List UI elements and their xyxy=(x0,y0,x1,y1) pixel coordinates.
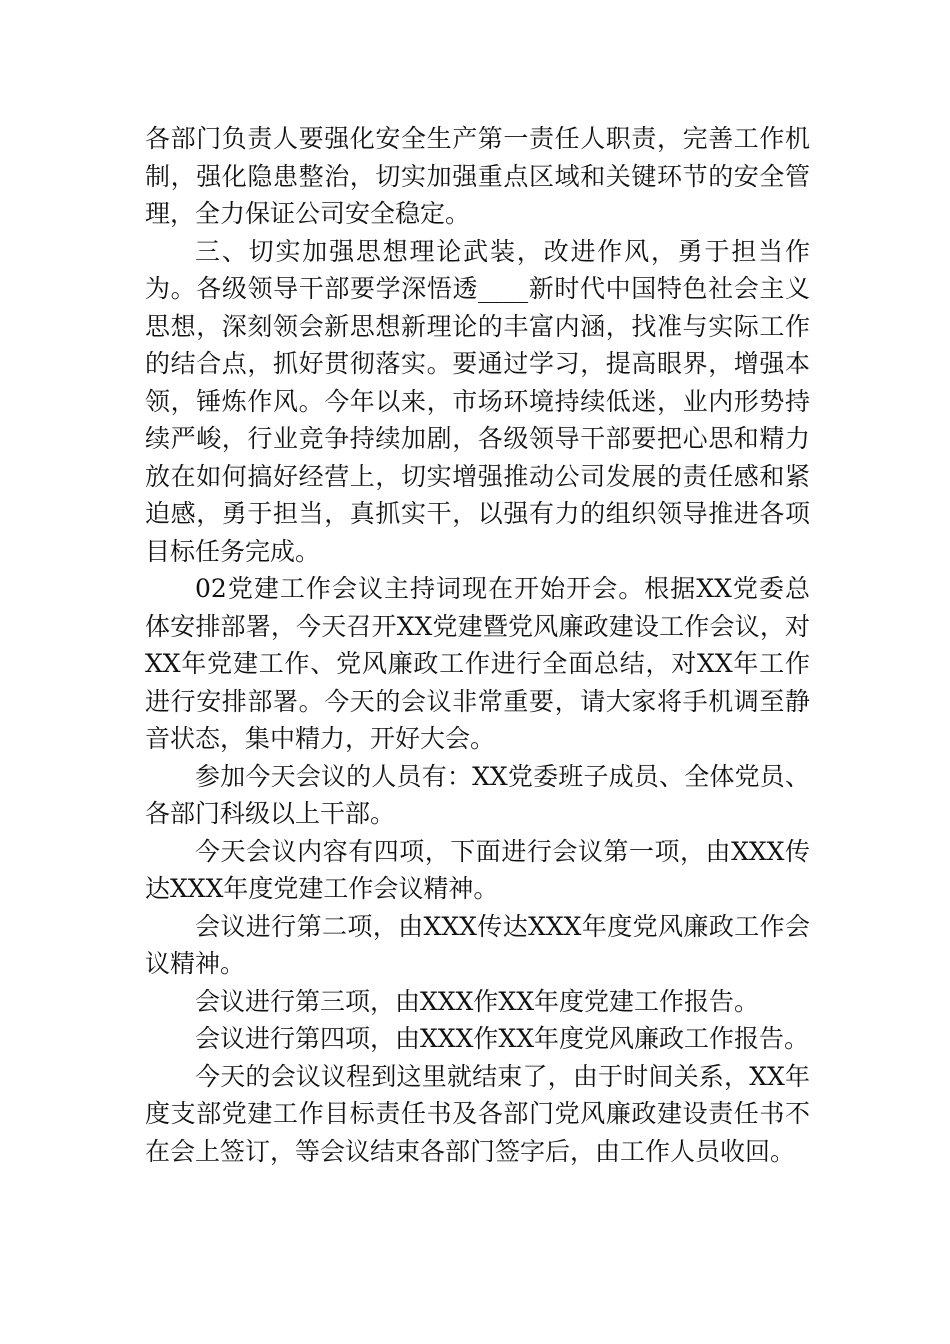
paragraph-agenda-item-two: 会议进行第二项，由XXX传达XXX年度党风廉政工作会议精神。 xyxy=(145,911,810,978)
paragraph-agenda-item-four: 会议进行第四项，由XXX作XX年度党风廉政工作报告。 xyxy=(195,1024,809,1053)
paragraph-safety-duty: 各部门负责人要强化安全生产第一责任人职责，完善工作机制，强化隐患整治，切实加强重点区域和关键环节的安全管理，全力保证公司安全稳定。 xyxy=(145,124,810,228)
paragraph-meeting-opening: 02党建工作会议主持词现在开始开会。根据XX党委总体安排部署，今天召开XX党建暨党风廉政建设工作会议，对XX年党建工作、党风廉政工作进行全面总结，对XX年工作进行安排部署。今天的会议非常重要，请大家将手机调至静音状态，集中精力，开好大会。 xyxy=(145,574,810,753)
paragraph-attendees: 参加今天会议的人员有：XX党委班子成员、全体党员、各部门科级以上干部。 xyxy=(145,761,810,828)
paragraph-closing: 今天的会议议程到这里就结束了，由于时间关系，XX年度支部党建工作目标责任书及各部门党风廉政建设责任书不在会上签订，等会议结束各部门签字后，由工作人员收回。 xyxy=(145,1061,810,1166)
paragraph-agenda-item-three: 会议进行第三项，由XXX作XX年度党建工作报告。 xyxy=(195,986,759,1016)
paragraph-section-three: 三、切实加强思想理论武装，改进作风，勇于担当作为。各级领导干部要学深悟透____新时代中国特色社会主义思想，深刻领会新思想新理论的丰富内涵，找准与实际工作的结合点，抓好贯彻落实。要通过学习，提高眼界，增强本领，锤炼作风。今年以来，市场环境持续低迷，业内形势持续严峻，行业竞争持续加剧，各级领导干部要把心思和精力放在如何搞好经营上，切实增强推动公司发展的责任感和紧迫感，勇于担当，真抓实干，以强有力的组织领导推进各项目标任务完成。 xyxy=(145,236,810,566)
paragraph-agenda-item-one: 今天会议内容有四项，下面进行会议第一项，由XXX传达XXX年度党建工作会议精神。 xyxy=(145,836,810,903)
document-page xyxy=(145,120,810,1170)
